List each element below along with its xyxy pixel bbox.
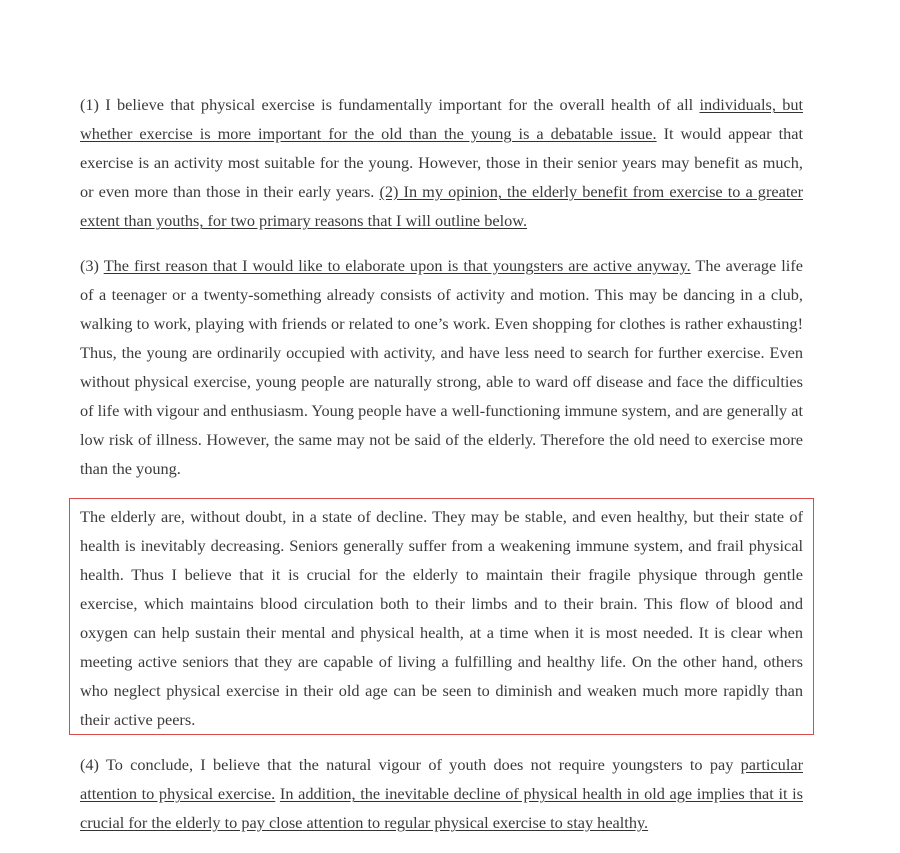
intro-opening-text: (1) I believe that physical exercise is fundamentally important for the overall health of all [80,95,700,114]
highlighted-paragraph-elderly [70,499,813,734]
elderly-paragraph-text: The elderly are, without doubt, in a state of decline. They may be stable, and even healthy, but their state of health is inevitably decreasing. Seniors generally suffer from a weakening immune system, and frail physical health. Thus I believe that it is crucial for the elderly to maintain their fragile physique through gentle exercise, which maintains blood circulation both to their limbs and to their brain. This flow of blood and oxygen can help sustain their mental and physical health, at a time when it is most needed. It is clear when meeting active seniors that they are capable of living a fulfilling and healthy life. On the other hand, others who neglect physical exercise in their old age can be seen to diminish and weaken much more rapidly than their active peers. [80,507,803,729]
opinion-underlined-sentence: (2) In my opinion, the elderly benefit from exercise to a greater extent than youths, for two primary reasons that I will outline below. [80,182,803,230]
topic-sentence-underlined: The first reason that I would like to elaborate upon is that youngsters are active anyway. [103,256,691,275]
intro-body-text: It would appear that exercise is an activity most suitable for the young. However, those in their senior years may benefit as much, or even more than those in their early years. [80,124,804,201]
thesis-underlined-sentence: individuals, but whether exercise is more important for the old than the young is a debatable issue. [80,95,803,143]
conclusion-opening-text: (4) To conclude, I believe that the natural vigour of youth does not require youngsters to pay [80,755,741,774]
paragraph-3-first-reason [80,251,803,483]
paragraph-1-introduction [80,90,803,235]
marker-3-text: (3) [80,256,104,275]
essay-document [80,90,803,853]
conclusion-underlined-sentence-1: particular attention to physical exercise. [80,755,803,803]
first-reason-body-text: The average life of a teenager or a twenty-something already consists of activity and motion. This may be dancing in a club, walking to work, playing with friends or related to one’s work. Even shopping for clothes is rather exhausting! Thus, the young are ordinarily occupied with activity, and have less need to search for further exercise. Even without physical exercise, young people are naturally strong, able to ward off disease and face the difficulties of life with vigour and enthusiasm. Young people have a well-functioning immune system, and are generally at low risk of illness. However, the same may not be said of the elderly. Therefore the old need to exercise more than the young. [80,256,803,478]
paragraph-4-conclusion [80,750,803,837]
conclusion-underlined-sentence-2: In addition, the inevitable decline of physical health in old age implies that it is crucial for the elderly to pay close attention to regular physical exercise to stay healthy. [80,784,804,832]
